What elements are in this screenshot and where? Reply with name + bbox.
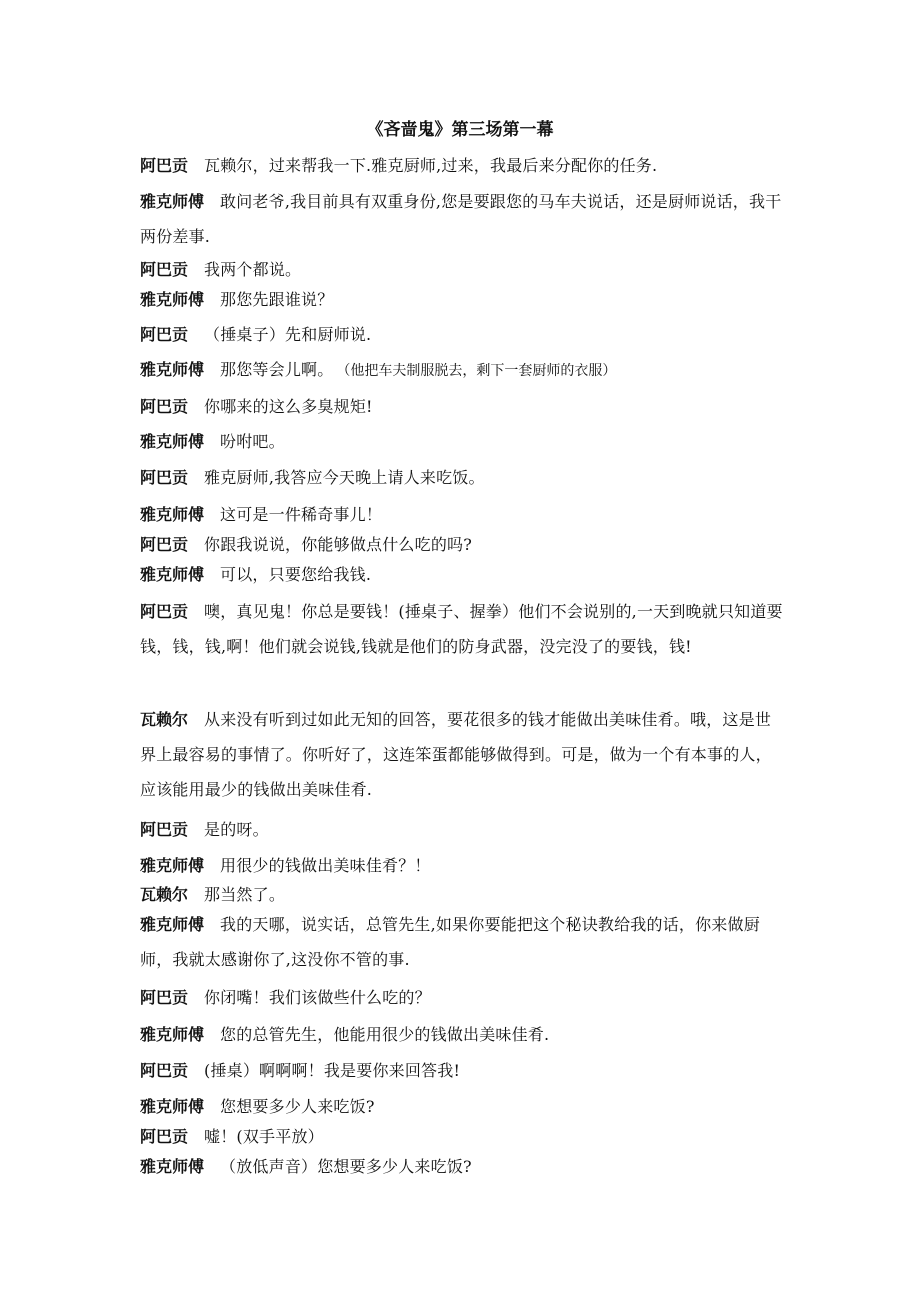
speech-text: （放低声音）您想要多少人来吃饭?: [220, 1157, 472, 1176]
speaker-name: 雅克师傅: [140, 565, 205, 584]
dialogue-line: [140, 352, 785, 389]
speech-text: 是的呀。: [204, 820, 269, 839]
speech-text: (捶桌）啊啊啊！我是要你来回答我!: [204, 1061, 461, 1080]
dialogue-line: [140, 907, 785, 977]
speech-text: 可以，只要您给我钱.: [220, 565, 372, 584]
dialogue-line: [140, 282, 785, 317]
dialogue-line: [140, 424, 785, 459]
speech-text: 那您等会儿啊。: [220, 360, 334, 379]
speaker-name: 雅克师傅: [140, 360, 205, 379]
speech-text: 从来没有听到过如此无知的回答，要花很多的钱才能做出美味佳肴。哦，这是世界上最容易的事情了。你听好了，这连笨蛋都能够做得到。可是，做为一个有本事的人，应该能用最少的钱做出美味佳肴.: [140, 710, 772, 799]
speaker-name: 阿巴贡: [140, 602, 189, 621]
dialogue-line: [140, 184, 785, 254]
speaker-name: 阿巴贡: [140, 988, 189, 1007]
dialogue-line: [140, 557, 785, 592]
speaker-name: 阿巴贡: [140, 156, 189, 175]
dialogue-line: [140, 1053, 785, 1088]
dialogue-line: [140, 460, 785, 495]
speaker-name: 雅克师傅: [140, 1025, 205, 1044]
dialogue-line: [140, 1017, 785, 1052]
speech-text: 雅克厨师,我答应今天晚上请人来吃饭。: [204, 468, 485, 487]
speaker-name: 阿巴贡: [140, 325, 189, 344]
dialogue-line: [140, 1149, 785, 1184]
speech-text: 吩咐吧。: [220, 432, 285, 451]
speech-text: （捶桌子）先和厨师说.: [204, 325, 372, 344]
speaker-name: 阿巴贡: [140, 820, 189, 839]
speaker-name: 瓦赖尔: [140, 710, 189, 729]
speech-text: 您的总管先生，他能用很少的钱做出美味佳肴.: [220, 1025, 550, 1044]
dialogue-line: [140, 317, 785, 352]
speech-text: 你跟我说说，你能够做点什么吃的吗?: [204, 535, 472, 554]
speech-text: 我的天哪，说实话，总管先生,如果你要能把这个秘诀教给我的话，你来做厨师，我就太感谢你了,这没你不管的事.: [140, 915, 760, 969]
stage-direction: （他把车夫制服脱去，剩下一套厨师的衣服）: [343, 363, 617, 379]
speaker-name: 雅克师傅: [140, 432, 205, 451]
speech-text: 噢，真见鬼！你总是要钱！(捶桌子、握拳）他们不会说别的,一天到晚就只知道要钱，钱，钱,啊！他们就会说钱,钱就是他们的防身武器，没完没了的要钱，钱!: [140, 602, 783, 656]
dialogue-line: [140, 389, 785, 424]
document-title: 《吝啬鬼》第三场第一幕: [366, 120, 554, 140]
speech-text: 敢问老爷,我目前具有双重身份,您是要跟您的马车夫说话，还是厨师说话，我干两份差事.: [140, 192, 782, 246]
speech-text: 嘘！(双手平放）: [204, 1127, 324, 1146]
speech-text: 瓦赖尔，过来帮我一下.雅克厨师,过来，我最后来分配你的任务.: [204, 156, 658, 175]
speech-text: 这可是一件稀奇事儿！: [220, 505, 383, 524]
speaker-name: 瓦赖尔: [140, 885, 189, 904]
dialogue-line: [140, 594, 785, 664]
speaker-name: 阿巴贡: [140, 1127, 189, 1146]
dialogue-line: [140, 702, 785, 807]
speaker-name: 雅克师傅: [140, 1097, 205, 1116]
speaker-name: 阿巴贡: [140, 535, 189, 554]
speaker-name: 阿巴贡: [140, 1061, 189, 1080]
dialogue-line: [140, 812, 785, 847]
speaker-name: 阿巴贡: [140, 468, 189, 487]
speaker-name: 雅克师傅: [140, 915, 205, 934]
speaker-name: 雅克师傅: [140, 192, 205, 211]
speaker-name: 雅克师傅: [140, 856, 205, 875]
speaker-name: 阿巴贡: [140, 397, 189, 416]
dialogue-line: [140, 148, 785, 183]
speaker-name: 雅克师傅: [140, 290, 205, 309]
speech-text: 您想要多少人来吃饭?: [220, 1097, 375, 1116]
speaker-name: 阿巴贡: [140, 260, 189, 279]
speech-text: 用很少的钱做出美味佳肴？！: [220, 856, 431, 875]
speech-text: 你闭嘴！我们该做些什么吃的？: [204, 988, 431, 1007]
speech-text: 你哪来的这么多臭规矩!: [204, 397, 373, 416]
speech-text: 那当然了。: [204, 885, 286, 904]
speech-text: 那您先跟谁说？: [220, 290, 334, 309]
speaker-name: 雅克师傅: [140, 505, 205, 524]
dialogue-line: [140, 980, 785, 1015]
speaker-name: 雅克师傅: [140, 1157, 205, 1176]
speech-text: 我两个都说。: [204, 260, 302, 279]
